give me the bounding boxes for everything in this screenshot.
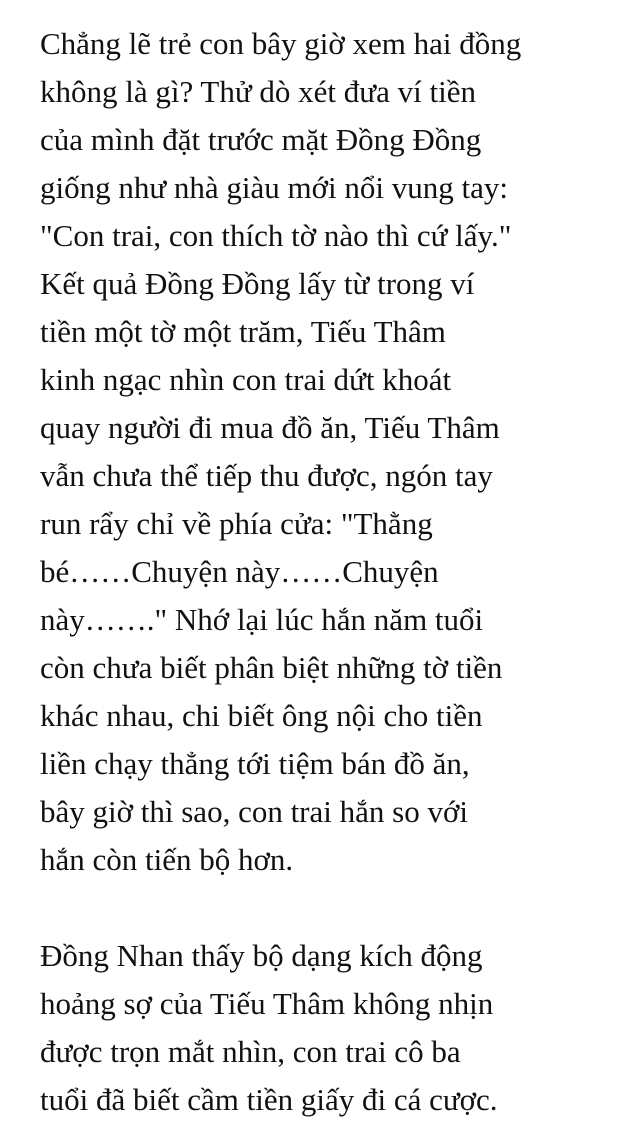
- text-line: không là gì? Thử dò xét đưa ví tiền: [40, 74, 476, 109]
- text-line: "Con trai, con thích tờ nào thì cứ lấy.": [40, 218, 512, 253]
- text-line: quay người đi mua đồ ăn, Tiếu Thâm: [40, 410, 500, 445]
- text-line: hắn còn tiến bộ hơn.: [40, 842, 294, 877]
- text-line: giống như nhà giàu mới nổi vung tay:: [40, 170, 509, 205]
- article-body: [40, 20, 620, 1124]
- text-line: này……." Nhớ lại lúc hắn năm tuổi: [40, 602, 484, 637]
- text-line: bé……Chuyện này……Chuyện: [40, 554, 439, 589]
- paragraph-2: [40, 932, 620, 1124]
- text-line: vẫn chưa thể tiếp thu được, ngón tay: [40, 458, 493, 493]
- text-line: Chẳng lẽ trẻ con bây giờ xem hai đồng: [40, 26, 522, 61]
- text-line: được trọn mắt nhìn, con trai cô ba: [40, 1034, 461, 1069]
- text-line: kinh ngạc nhìn con trai dứt khoát: [40, 362, 452, 397]
- text-line: Kết quả Đồng Đồng lấy từ trong ví: [40, 266, 475, 301]
- text-line: của mình đặt trước mặt Đồng Đồng: [40, 122, 482, 157]
- text-line: liền chạy thẳng tới tiệm bán đồ ăn,: [40, 746, 470, 781]
- text-line: khác nhau, chi biết ông nội cho tiền: [40, 698, 483, 733]
- text-line: còn chưa biết phân biệt những tờ tiền: [40, 650, 503, 685]
- text-line: Đồng Nhan thấy bộ dạng kích động: [40, 938, 483, 973]
- text-line: tiền một tờ một trăm, Tiếu Thâm: [40, 314, 446, 349]
- text-line: bây giờ thì sao, con trai hắn so với: [40, 794, 468, 829]
- paragraph-gap: [40, 884, 620, 932]
- text-line: run rẩy chỉ về phía cửa: "Thằng: [40, 506, 433, 541]
- text-line: tuổi đã biết cầm tiền giấy đi cá cược.: [40, 1082, 498, 1117]
- paragraph-1: [40, 20, 620, 884]
- text-line: hoảng sợ của Tiếu Thâm không nhịn: [40, 986, 494, 1021]
